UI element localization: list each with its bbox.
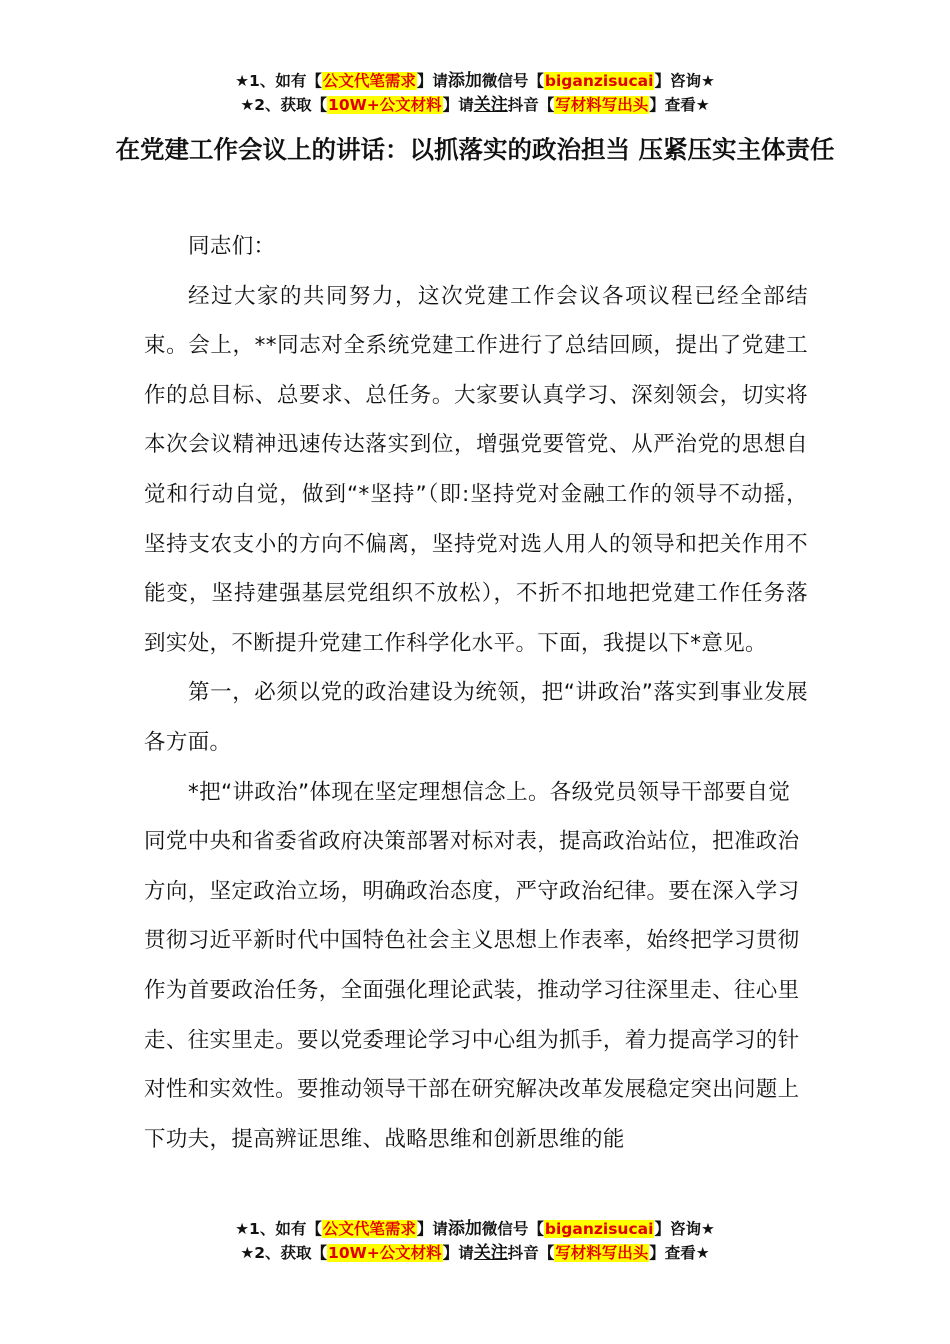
promo-banner-bottom xyxy=(0,1217,950,1265)
document-title: 在党建工作会议上的讲话：以抓落实的政治担当 压紧压实主体责任 xyxy=(115,135,835,164)
promo-emphasis: 关注 xyxy=(473,1243,508,1263)
promo-text: 】请 xyxy=(416,1220,448,1238)
promo-highlight: 公文代笔需求 xyxy=(322,72,416,90)
promo-banner-top xyxy=(0,69,950,117)
promo-line-2 xyxy=(0,1241,950,1265)
promo-text: 微信号【 xyxy=(481,1220,544,1238)
section-heading-paragraph: 第一，必须以党的政治建设为统领，把“讲政治”落实到事业发展各方面。 xyxy=(144,680,808,755)
promo-highlight: 10W+公文材料 xyxy=(328,96,442,114)
body-paragraph: 经过大家的共同努力，这次党建工作会议各项议程已经全部结束。会上，**同志对全系统党建工作进行了总结回顾，提出了党建工作的总目标、总要求、总任务。大家要认真学习、深刻领会，切实将本次会议精神迅速传达落实到位，增强党要管党、从严治党的思想自觉和行动自觉，做到“*坚持”（即:坚持党对金融工作的领导不动摇，坚持支农支小的方向不偏离，坚持党对选人用人的领导和把关作用不能变，坚持建强基层党组织不放松），不折不扣地把党建工作任务落到实处，不断提升党建工作科学化水平。下面，我提以下*意见。 xyxy=(144,283,808,656)
promo-text: ★1、如有【 xyxy=(235,1220,322,1238)
promo-text: 】咨询★ xyxy=(654,72,715,90)
promo-text: 】查看★ xyxy=(649,96,710,114)
promo-line-2 xyxy=(0,93,950,117)
promo-text: ★2、获取【 xyxy=(240,1244,328,1262)
body-paragraph: *把“讲政治”体现在坚定理想信念上。各级党员领导干部要自觉同党中央和省委省政府决策部署对标对表，提高政治站位，把准政治方向，坚定政治立场，明确政治态度，严守政治纪律。要在深入学习贯彻习近平新时代中国特色社会主义思想上作表率，始终把学习贯彻作为首要政治任务，全面强化理论武装，推动学习往深里走、往心里走、往实里走。要以党委理论学习中心组为抓手，着力提高学习的针对性和实效性。要推动领导干部在研究解决改革发展稳定突出问题上下功夫，提高辨证思维、战略思维和创新思维的能 xyxy=(144,779,800,1152)
promo-highlight: 公文代笔需求 xyxy=(322,1220,416,1238)
promo-emphasis: 添加 xyxy=(447,1219,482,1239)
salutation: 同志们： xyxy=(188,234,276,259)
promo-text: 】请 xyxy=(416,72,448,90)
promo-line-1 xyxy=(0,69,950,93)
promo-emphasis: 关注 xyxy=(473,95,508,115)
promo-text: 抖音【 xyxy=(507,96,555,114)
promo-text: 】查看★ xyxy=(649,1244,710,1262)
promo-highlight: 10W+公文材料 xyxy=(328,1244,442,1262)
promo-highlight: 写材料写出头 xyxy=(555,96,649,114)
promo-highlight: biganzisucai xyxy=(544,1220,654,1238)
promo-text: 】请 xyxy=(442,96,474,114)
promo-highlight: biganzisucai xyxy=(544,72,654,90)
promo-highlight: 写材料写出头 xyxy=(555,1244,649,1262)
promo-text: 抖音【 xyxy=(507,1244,555,1262)
promo-line-1 xyxy=(0,1217,950,1241)
promo-text: ★1、如有【 xyxy=(235,72,322,90)
promo-text: 微信号【 xyxy=(481,72,544,90)
promo-text: 】请 xyxy=(442,1244,474,1262)
document-body xyxy=(144,222,808,1164)
promo-text: 】咨询★ xyxy=(654,1220,715,1238)
promo-emphasis: 添加 xyxy=(447,71,482,91)
promo-text: ★2、获取【 xyxy=(240,96,328,114)
